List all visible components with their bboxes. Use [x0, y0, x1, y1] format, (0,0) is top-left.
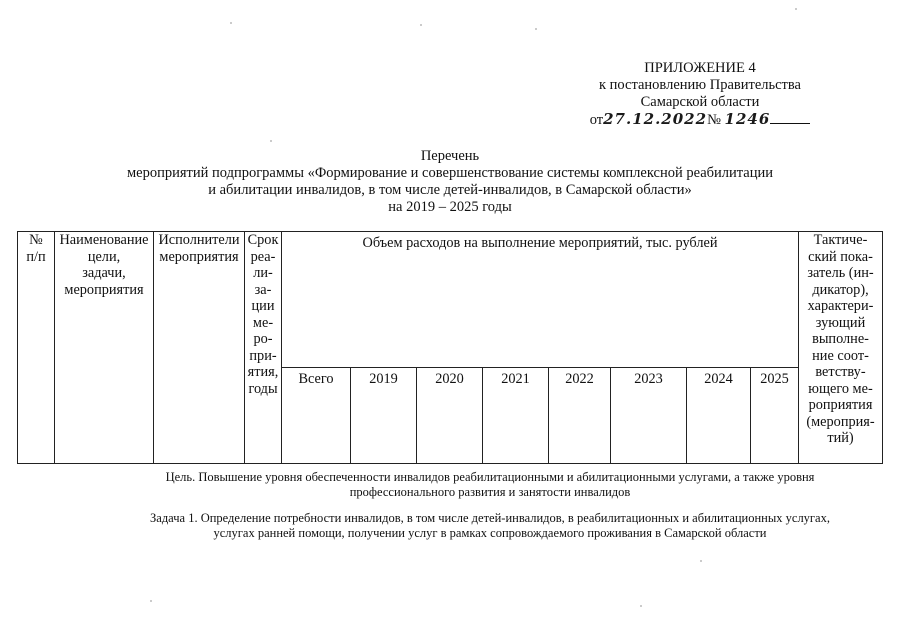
header-year-2022: 2022 [549, 368, 611, 464]
header-indicator: Тактиче- ский пока- затель (ин- дикатор), характери- зующий выполне- ние соот- ветству- ющего ме- роприятия (мероприя- тий) [799, 232, 883, 464]
number-underline [770, 111, 810, 124]
task-line-2: услугах ранней помощи, получении услуг в рамках сопровождаемого проживания в Самарской области [213, 526, 767, 540]
task-text [110, 511, 870, 541]
date-prefix: от [589, 112, 604, 128]
appendix-header [560, 60, 840, 129]
scan-speck [230, 22, 232, 24]
number-prefix: № [707, 112, 721, 128]
header-term: Срок реа- ли- за- ции ме- ро- при- ятия, годы [245, 232, 282, 464]
title-line-4: на 2019 – 2025 годы [388, 199, 512, 215]
scan-speck [640, 605, 642, 607]
scan-speck [150, 600, 152, 602]
header-volume: Объем расходов на выполнение мероприятий, тыс. рублей [282, 232, 799, 368]
scan-speck [700, 560, 702, 562]
document-title [60, 148, 840, 216]
header-year-2023: 2023 [611, 368, 687, 464]
title-line-1: Перечень [420, 148, 480, 164]
task-line-1: Задача 1. Определение потребности инвалидов, в том числе детей-инвалидов, в реабилитационных и абилитационных услугах, [150, 511, 830, 525]
header-total: Всего [282, 368, 351, 464]
header-executors: Исполнители мероприятия [154, 232, 245, 464]
goal-text [110, 470, 870, 500]
header-year-2021: 2021 [483, 368, 549, 464]
header-name: Наименование цели, задачи, мероприятия [55, 232, 154, 464]
title-line-3: и абилитации инвалидов, в том числе детей-инвалидов, в Самарской области» [208, 182, 692, 198]
header-year-2020: 2020 [417, 368, 483, 464]
appendix-date-line [590, 111, 811, 129]
goal-line-1: Цель. Повышение уровня обеспеченности инвалидов реабилитационными и абилитационными услугами, а также уровня [165, 470, 815, 484]
header-number: № п/п [18, 232, 55, 464]
appendix-title: ПРИЛОЖЕНИЕ 4 [644, 60, 756, 76]
scan-speck [535, 28, 537, 30]
scan-speck [420, 24, 422, 26]
header-year-2025: 2025 [751, 368, 799, 464]
scan-speck [795, 8, 797, 10]
handwritten-number: 1246 [724, 110, 771, 128]
measures-table [17, 231, 883, 464]
scan-speck [270, 140, 272, 142]
handwritten-date: 27.12.2022 [603, 110, 708, 128]
header-year-2024: 2024 [687, 368, 751, 464]
title-line-2: мероприятий подпрограммы «Формирование и совершенствование системы комплексной реабилитации [126, 165, 774, 181]
header-year-2019: 2019 [351, 368, 417, 464]
goal-line-2: профессионального развития и занятости инвалидов [349, 485, 631, 499]
appendix-line-2: Самарской области [640, 94, 760, 110]
appendix-line-1: к постановлению Правительства [599, 77, 801, 93]
